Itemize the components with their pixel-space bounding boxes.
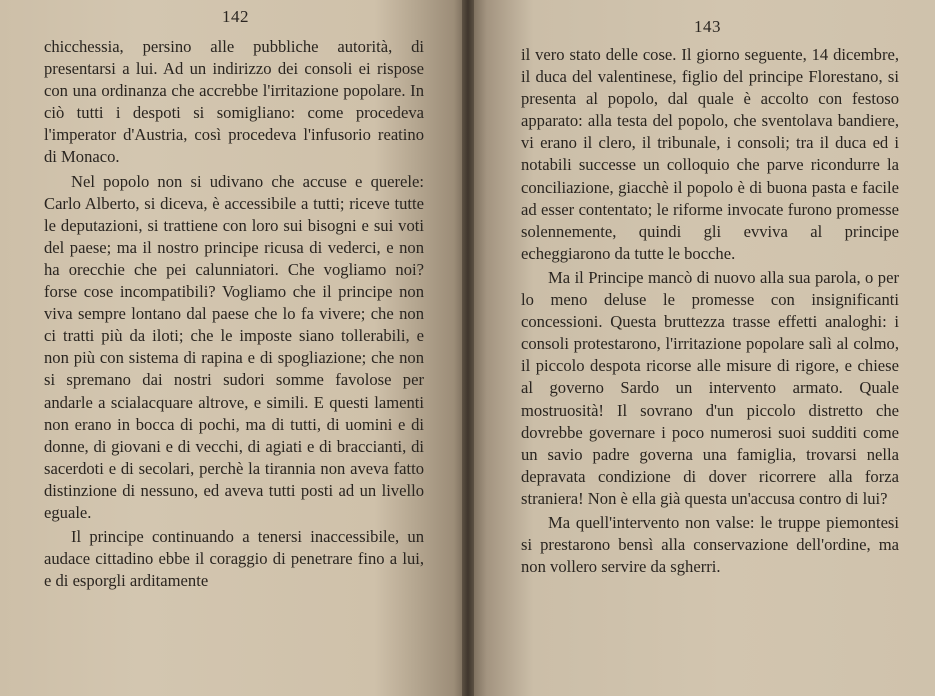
page-number-left: 142: [222, 7, 249, 26]
right-page: [468, 0, 935, 696]
left-paragraph-3: Il principe continuando a tenersi inaccessibile, un audace cittadino ebbe il coraggio di penetrare fino a lui, e di esporgli arditamente: [44, 527, 424, 591]
left-paragraph-1: chicchessia, persino alle pubbliche autorità, di presentarsi a lui. Ad un indirizzo dei consoli ei rispose con una ordinanza che accrebbe l'irritazione popolare. In ciò tutti i despoti si somigliano: come procedeva l'imperator d'Austria, così procedeva l'infusorio reatino di Monaco.: [44, 37, 424, 167]
right-paragraph-1: il vero stato delle cose. Il giorno seguente, 14 dicembre, il duca del valentinese, figlio del principe Florestano, si presenta al popolo, dal quale è accolto con festoso apparato: alla testa del popolo, che sventolava bandiere, vi erano il clero, il tribunale, i consoli; tra il duca ed i notabili successe un colloquio che parve ricondurre la conciliazione, giacchè il popolo è di buona pasta e facile ad esser contentato; le riforme invocate furono promesse solennemente, quindi gli evviva al principe echeggiarono da tutte le bocche.: [521, 45, 899, 263]
left-page-text: [44, 36, 424, 592]
left-paragraph-2: Nel popolo non si udivano che accuse e querele: Carlo Alberto, si diceva, è accessibile a tutti; riceve tutte le deputazioni, si trattiene con loro sui bisogni e sui voti del paese; ma il nostro principe ricusa di vederci, e non ha orecchie che pei calunniatori. Che vogliamo noi? forse cose incompatibili? Vogliamo che il principe non viva sempre lontano dal paese che lo fa vivere; che non ci tratti più da iloti; che le imposte siano tollerabili, e non più con sistema di rapina e di spogliazione; che non si spremano dai nostri sudori somme favolose per andarle a scialacquare altrove, e simili. E questi lamenti non erano in bocca di pochi, ma di tutti, di uomini e di donne, di giovani e di vecchi, di agiati e di braccianti, di sacerdoti e di secolari, perchè la tirannia non aveva fatto distinzione di nessuno, ed aveva tutti posti ad un livello eguale.: [44, 171, 424, 522]
page-number-right: 143: [694, 17, 721, 36]
book-gutter: [462, 0, 474, 696]
right-paragraph-3: Ma quell'intervento non valse: le truppe piemontesi si prestarono bensì alla conservazione dell'ordine, ma non vollero servire da sgherri.: [521, 512, 899, 577]
right-page-text: [521, 44, 899, 578]
right-paragraph-2: Ma il Principe mancò di nuovo alla sua parola, o per lo meno deluse le promesse con insignificanti concessioni. Questa bruttezza trasse effetti analoghi: i consoli protestarono, l'irritazione popolare salì al colmo, il piccolo despota ricorse alle misure di rigore, e chiese al governo Sardo un intervento armato. Quale mostruosità! Il sovrano d'un piccolo distretto che dovrebbe governare i poco numerosi suoi sudditi come un savio padre governa una famiglia, trovarsi nella depravata condizione di dover ricorrere alla forza straniera! Non è ella già questa un'accusa contro di lui?: [521, 267, 899, 508]
